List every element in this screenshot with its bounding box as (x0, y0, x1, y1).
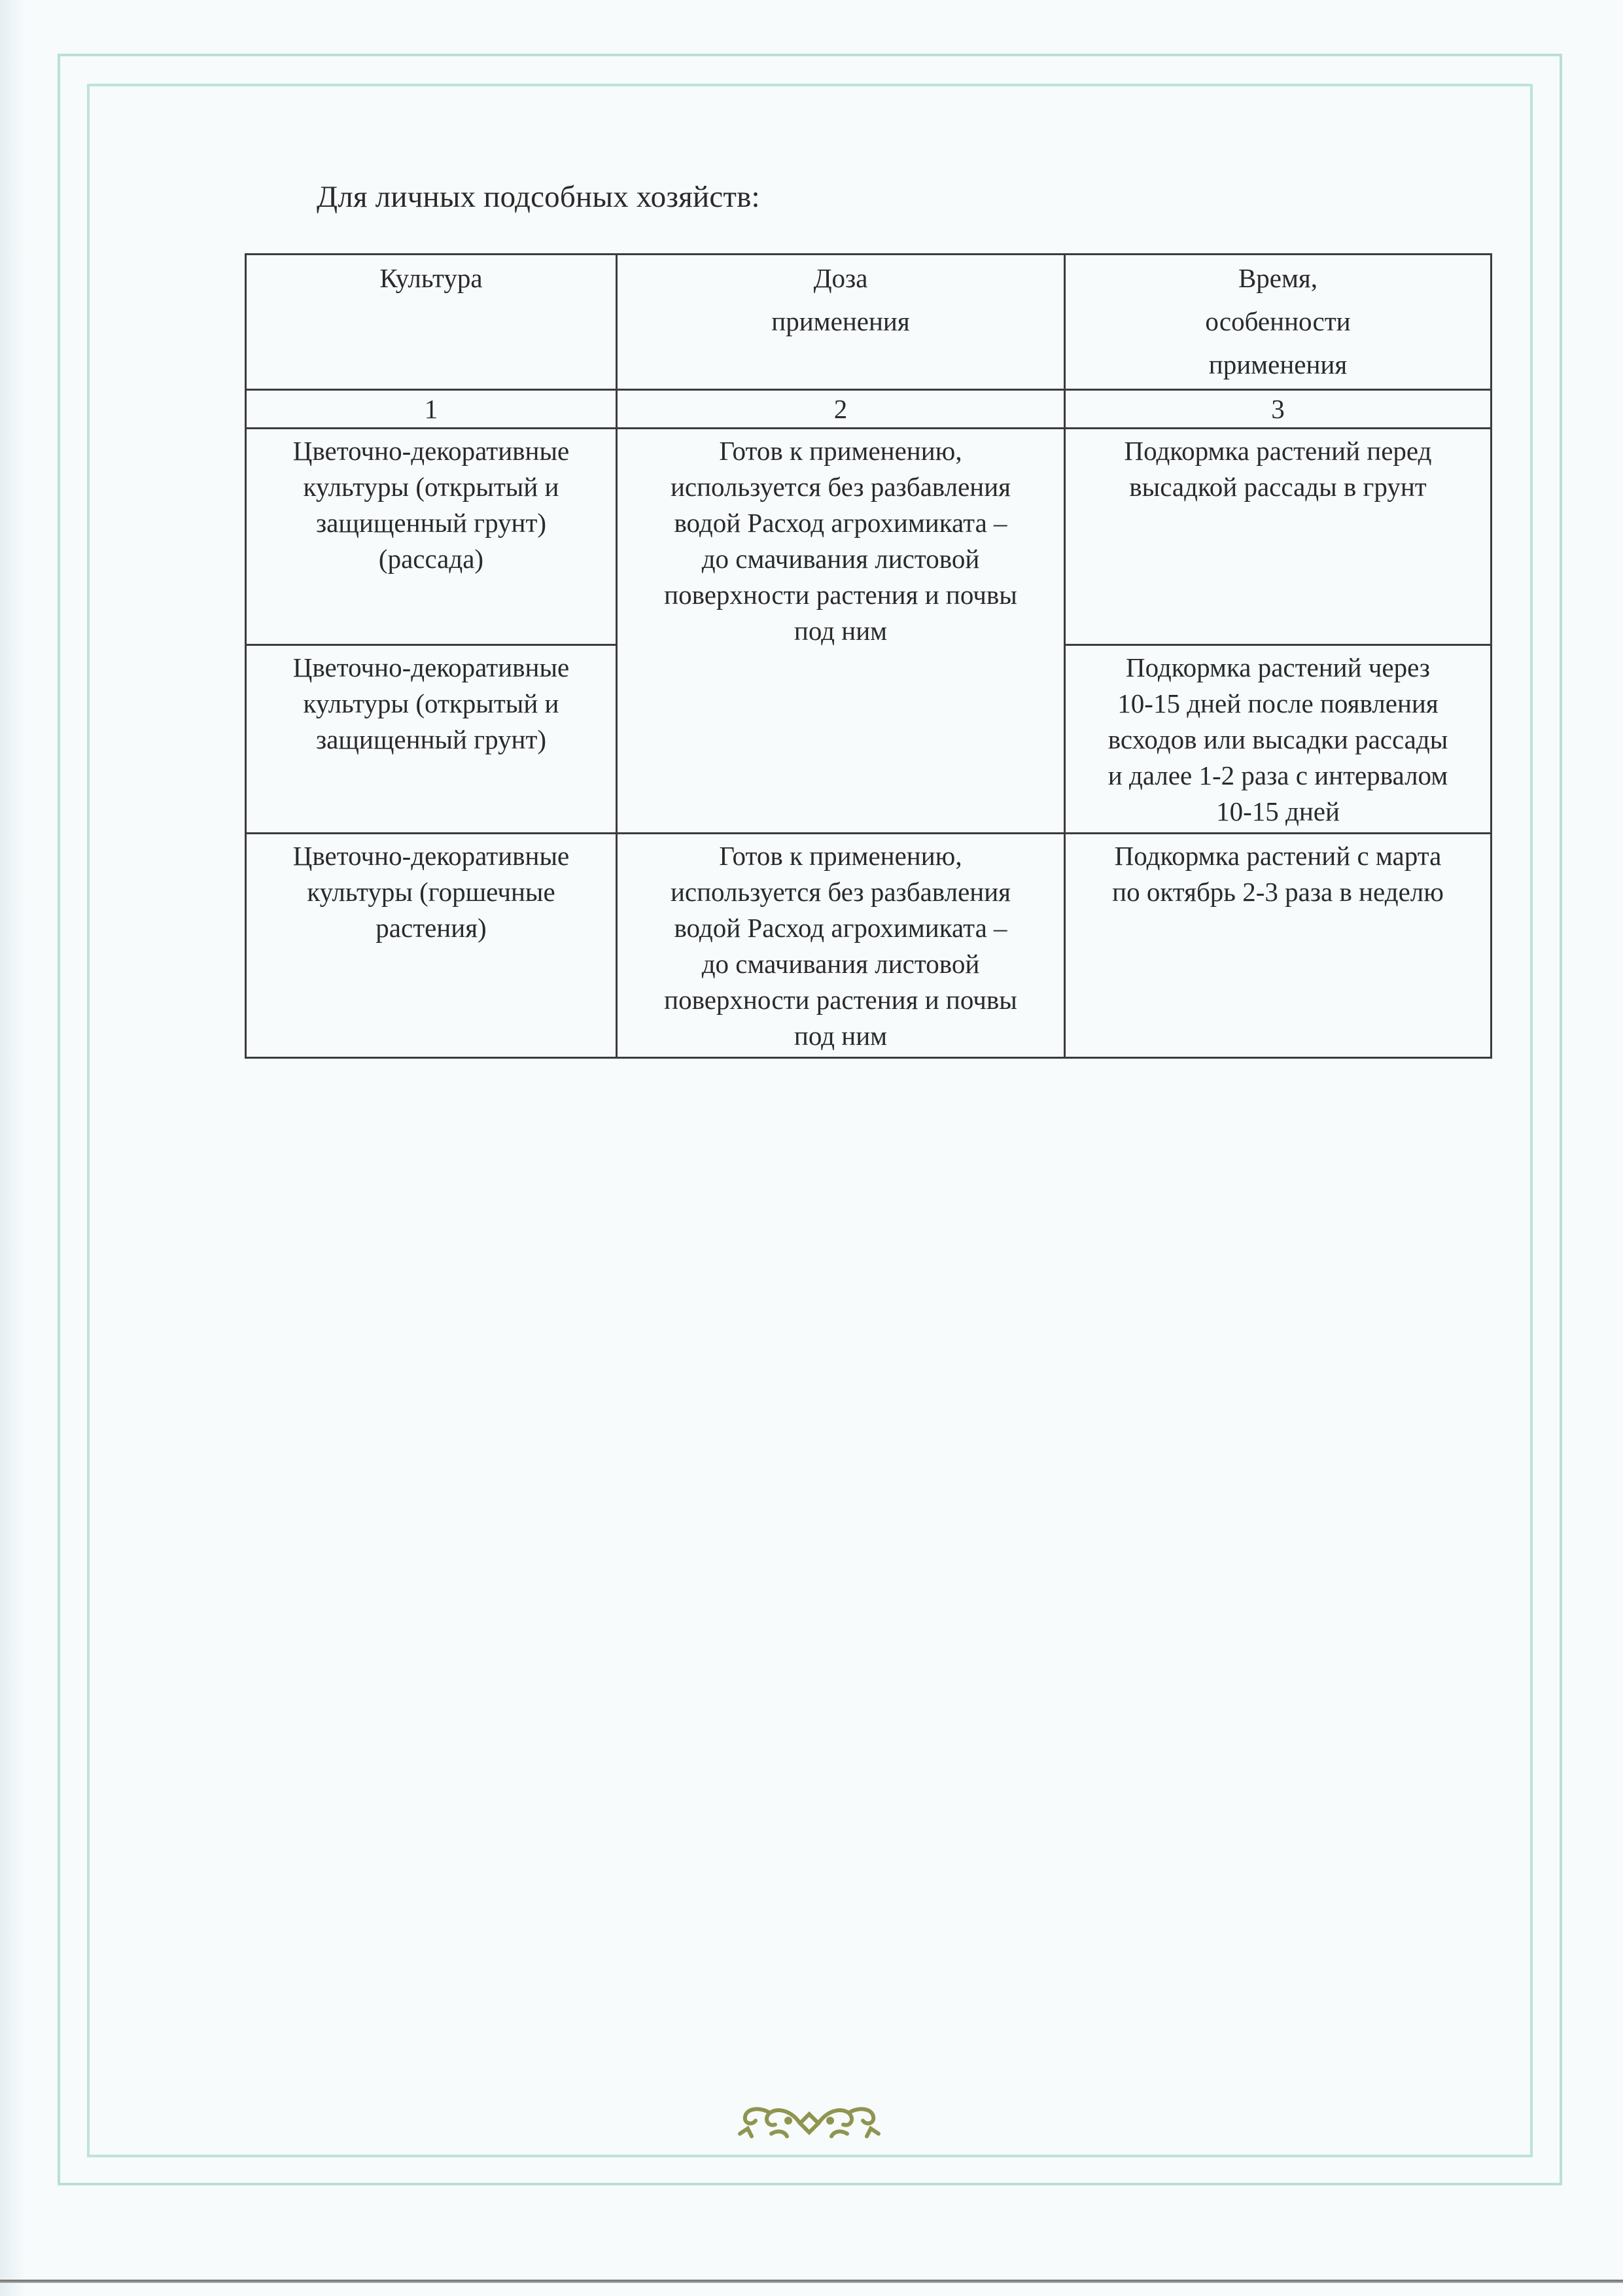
dose-cell: Готов к применению, используется без разбавления водой Расход агрохимиката – до смачивания листовой поверхности растения и почвы под ним (617, 429, 1065, 834)
column-number: 1 (246, 390, 617, 429)
column-number-row (246, 390, 1492, 429)
scan-shadow (0, 0, 26, 2296)
floral-scroll-ornament-icon (732, 2101, 886, 2140)
table-row (246, 834, 1492, 1058)
header-timing: Время, особенности применения (1065, 255, 1492, 390)
table-header-row (246, 255, 1492, 390)
timing-cell: Подкормка растений через 10-15 дней после появления всходов или высадки рассады и далее 1-2 раза с интервалом 10-15 дней (1065, 645, 1492, 834)
timing-cell: Подкормка растений перед высадкой рассады в грунт (1065, 429, 1492, 645)
header-culture: Культура (246, 255, 617, 390)
culture-cell: Цветочно-декоративные культуры (открытый и защищенный грунт) (рассада) (246, 429, 617, 645)
column-number: 2 (617, 390, 1065, 429)
scan-edge (0, 2280, 1623, 2283)
header-dose: Доза применения (617, 255, 1065, 390)
column-number: 3 (1065, 390, 1492, 429)
application-table (245, 253, 1492, 1059)
culture-cell: Цветочно-декоративные культуры (открытый и защищенный грунт) (246, 645, 617, 834)
culture-cell: Цветочно-декоративные культуры (горшечные растения) (246, 834, 617, 1058)
table-row (246, 429, 1492, 645)
section-title: Для личных подсобных хозяйств: (317, 180, 760, 214)
timing-cell: Подкормка растений с марта по октябрь 2-3 раза в неделю (1065, 834, 1492, 1058)
dose-cell: Готов к применению, используется без разбавления водой Расход агрохимиката – до смачивания листовой поверхности растения и почвы под ним (617, 834, 1065, 1058)
